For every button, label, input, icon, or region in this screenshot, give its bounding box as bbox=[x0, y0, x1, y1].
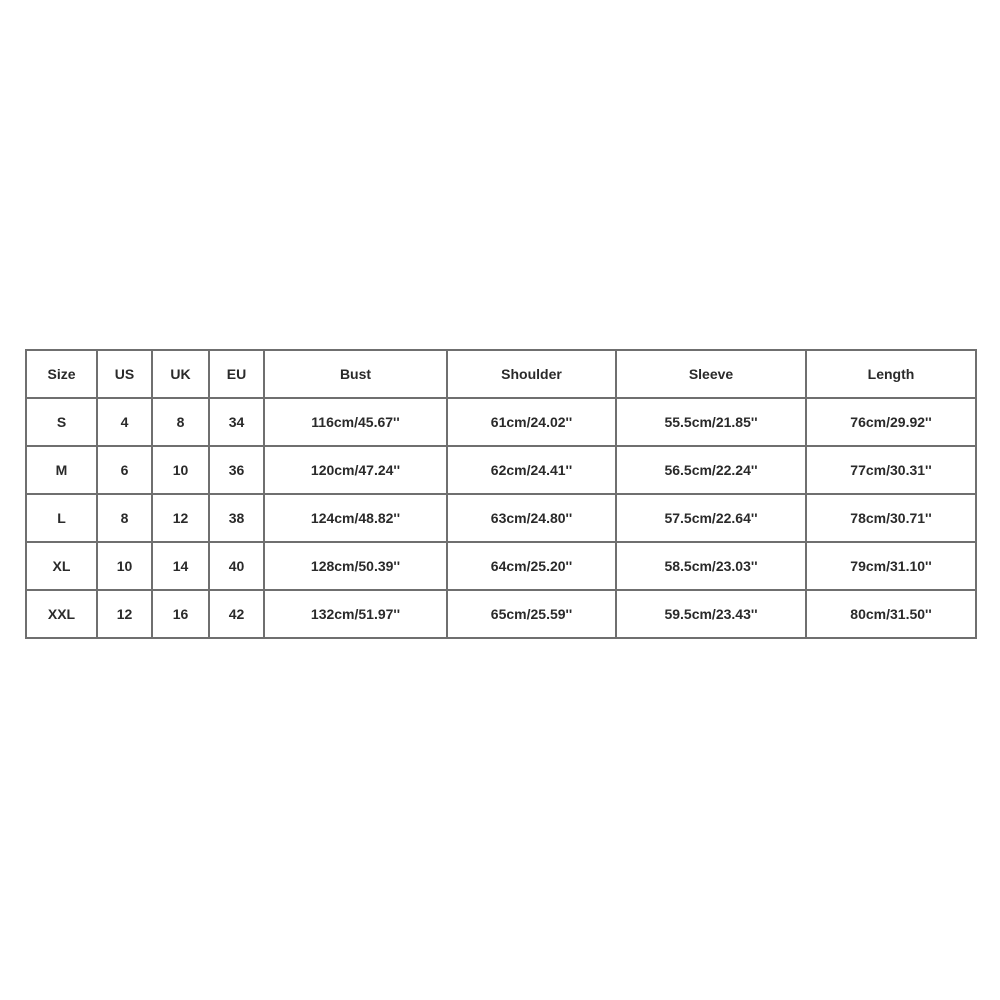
cell-eu: 38 bbox=[209, 494, 264, 542]
cell-us: 6 bbox=[97, 446, 152, 494]
cell-length: 78cm/30.71'' bbox=[806, 494, 976, 542]
cell-sleeve: 58.5cm/23.03'' bbox=[616, 542, 806, 590]
cell-eu: 36 bbox=[209, 446, 264, 494]
cell-sleeve: 55.5cm/21.85'' bbox=[616, 398, 806, 446]
cell-us: 10 bbox=[97, 542, 152, 590]
cell-uk: 10 bbox=[152, 446, 209, 494]
table-row bbox=[26, 590, 976, 638]
cell-bust: 116cm/45.67'' bbox=[264, 398, 447, 446]
cell-length: 76cm/29.92'' bbox=[806, 398, 976, 446]
table-header-row bbox=[26, 350, 976, 398]
cell-shoulder: 63cm/24.80'' bbox=[447, 494, 616, 542]
header-eu: EU bbox=[209, 350, 264, 398]
cell-eu: 34 bbox=[209, 398, 264, 446]
cell-uk: 12 bbox=[152, 494, 209, 542]
cell-eu: 42 bbox=[209, 590, 264, 638]
cell-shoulder: 65cm/25.59'' bbox=[447, 590, 616, 638]
cell-shoulder: 61cm/24.02'' bbox=[447, 398, 616, 446]
cell-bust: 120cm/47.24'' bbox=[264, 446, 447, 494]
cell-size: L bbox=[26, 494, 97, 542]
cell-us: 8 bbox=[97, 494, 152, 542]
cell-sleeve: 59.5cm/23.43'' bbox=[616, 590, 806, 638]
header-sleeve: Sleeve bbox=[616, 350, 806, 398]
cell-us: 12 bbox=[97, 590, 152, 638]
cell-sleeve: 57.5cm/22.64'' bbox=[616, 494, 806, 542]
cell-uk: 16 bbox=[152, 590, 209, 638]
table-row bbox=[26, 446, 976, 494]
header-shoulder: Shoulder bbox=[447, 350, 616, 398]
cell-bust: 128cm/50.39'' bbox=[264, 542, 447, 590]
cell-size: S bbox=[26, 398, 97, 446]
cell-uk: 8 bbox=[152, 398, 209, 446]
cell-eu: 40 bbox=[209, 542, 264, 590]
header-uk: UK bbox=[152, 350, 209, 398]
cell-size: M bbox=[26, 446, 97, 494]
cell-length: 79cm/31.10'' bbox=[806, 542, 976, 590]
cell-bust: 132cm/51.97'' bbox=[264, 590, 447, 638]
header-bust: Bust bbox=[264, 350, 447, 398]
header-us: US bbox=[97, 350, 152, 398]
cell-uk: 14 bbox=[152, 542, 209, 590]
header-length: Length bbox=[806, 350, 976, 398]
table-row bbox=[26, 398, 976, 446]
table-row bbox=[26, 494, 976, 542]
cell-sleeve: 56.5cm/22.24'' bbox=[616, 446, 806, 494]
cell-shoulder: 62cm/24.41'' bbox=[447, 446, 616, 494]
cell-bust: 124cm/48.82'' bbox=[264, 494, 447, 542]
cell-length: 80cm/31.50'' bbox=[806, 590, 976, 638]
cell-us: 4 bbox=[97, 398, 152, 446]
header-size: Size bbox=[26, 350, 97, 398]
cell-size: XL bbox=[26, 542, 97, 590]
cell-shoulder: 64cm/25.20'' bbox=[447, 542, 616, 590]
table-row bbox=[26, 542, 976, 590]
cell-length: 77cm/30.31'' bbox=[806, 446, 976, 494]
cell-size: XXL bbox=[26, 590, 97, 638]
size-chart-table bbox=[25, 349, 977, 639]
